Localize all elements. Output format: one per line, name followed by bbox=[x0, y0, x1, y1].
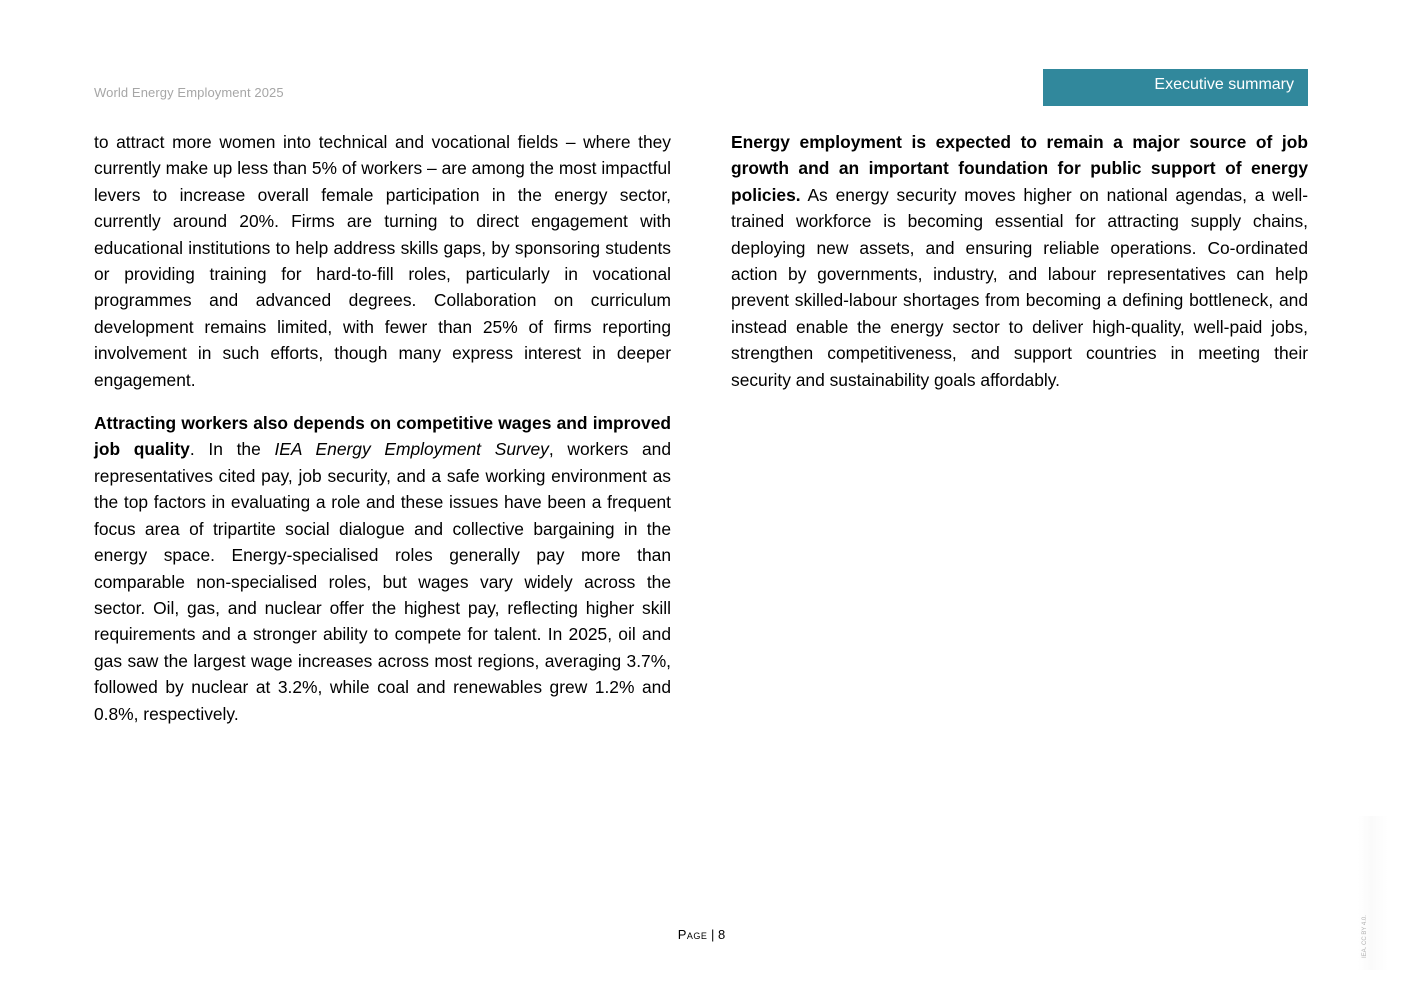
left-column bbox=[94, 129, 671, 744]
section-tab bbox=[1043, 69, 1308, 106]
document-title: World Energy Employment 2025 bbox=[94, 85, 284, 100]
paragraph-women-participation bbox=[94, 129, 671, 393]
paragraph-text: As energy security moves higher on national agendas, a well-trained workforce is becoming essential for attracting supply chains, deploying new assets, and ensuring reliable operations. Co-ordinated action by governments, industry, and labour representatives can help prevent skilled-labour shortages from becoming a defining bottleneck, and instead enable the energy sector to deliver high-quality, well-paid jobs, strengthen competitiveness, and support countries in meeting their security and sustainability goals affordably. bbox=[731, 184, 1308, 390]
paragraph-text: . In the bbox=[189, 439, 275, 460]
page-separator: | bbox=[707, 927, 719, 942]
page-number-value: 8 bbox=[718, 927, 726, 942]
paragraph-lead-bold: Attracting workers also depends on competitive wages and improved job quality bbox=[94, 413, 671, 460]
paragraph-text: to attract more women into technical and vocational fields – where they currently make up less than 5% of workers – are among the most impactful levers to increase overall female participation in the energy sector, currently around 20%. Firms are turning to direct engagement with educational institutions to help address skills gaps, by sponsoring students or providing training for hard-to-fill roles, particularly in vocational programmes and advanced degrees. Collaboration on curriculum development remains limited, with fewer than 25% of firms reporting involvement in such efforts, though many express interest in deeper engagement. bbox=[94, 132, 671, 390]
paragraph-lead-bold: Energy employment is expected to remain a major source of job growth and an important foundation for public support of energy policies. bbox=[731, 132, 1308, 205]
survey-title-italic: IEA Energy Employment Survey bbox=[274, 439, 549, 460]
page-label: Page bbox=[677, 927, 708, 942]
section-tab-label: Executive summary bbox=[1154, 76, 1294, 93]
paragraph-wages-job-quality bbox=[94, 410, 671, 727]
right-column bbox=[731, 129, 1308, 410]
paragraph-employment-outlook bbox=[731, 129, 1308, 393]
paragraph-text: , workers and representatives cited pay, job security, and a safe working environment as the top factors in evaluating a role and these issues have been a frequent focus area of tripartite social dialogue and collective bargaining in the energy space. Energy-specialised roles generally pay more than comparable non-specialised roles, but wages vary widely across the sector. Oil, gas, and nuclear offer the highest pay, reflecting higher skill requirements and a stronger ability to compete for talent. In 2025, oil and gas saw the largest wage increases across most regions, averaging 3.7%, followed by nuclear at 3.2%, while coal and renewables grew 1.2% and 0.8%, respectively. bbox=[94, 439, 671, 724]
page-number bbox=[0, 927, 1403, 942]
license-text: IEA. CC BY 4.0. bbox=[1362, 915, 1368, 958]
